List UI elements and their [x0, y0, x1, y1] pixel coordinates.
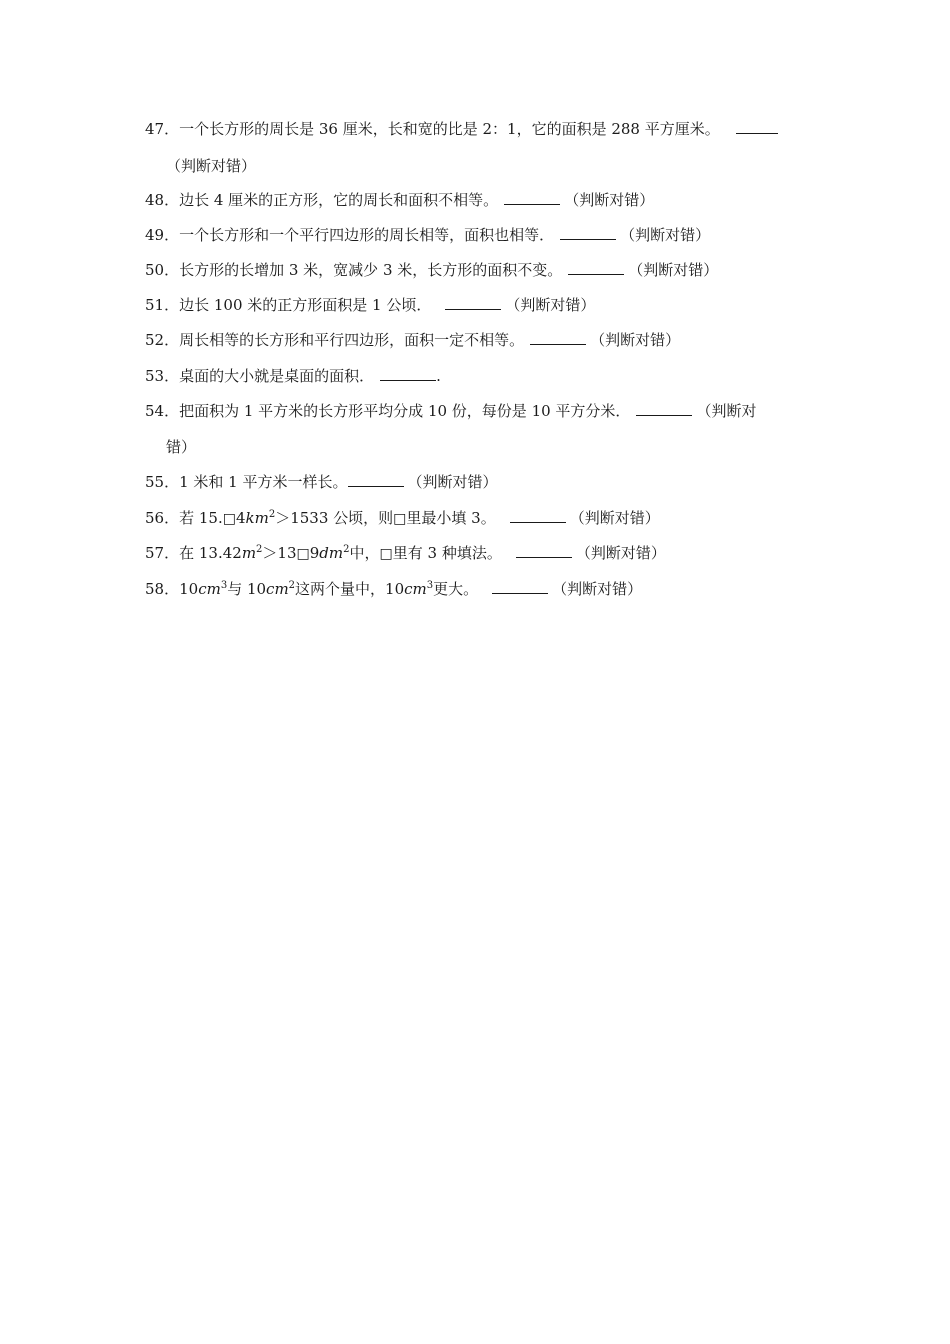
question-text-part: 9 — [309, 544, 320, 562]
answer-blank[interactable] — [568, 260, 624, 275]
question-53 — [145, 366, 441, 386]
question-55 — [145, 472, 498, 492]
question-54-suffix-continued: 错） — [166, 438, 197, 456]
question-56 — [145, 508, 660, 529]
empty-box-symbol: □ — [393, 511, 407, 527]
question-text-part: 10 — [179, 580, 199, 598]
answer-blank[interactable] — [504, 190, 560, 205]
question-suffix: （判断对错） — [552, 580, 643, 598]
question-text-part: 在 13.42 — [179, 544, 242, 562]
question-number: 56． — [145, 509, 180, 527]
unit-cm: cm — [266, 580, 289, 598]
question-text: 周长相等的长方形和平行四边形，面积一定不相等。 — [179, 331, 525, 349]
question-suffix: （判断对错） — [575, 544, 666, 562]
empty-box-symbol: □ — [296, 546, 310, 562]
unit-cm: cm — [198, 580, 221, 598]
answer-blank[interactable] — [380, 366, 436, 381]
question-number: 48． — [145, 191, 180, 209]
question-text-part: 里有 3 种填法。 — [392, 544, 502, 562]
unit-m: m — [241, 544, 257, 562]
question-54 — [145, 401, 756, 421]
empty-box-symbol: □ — [222, 511, 236, 527]
exponent: 2 — [256, 544, 263, 555]
question-text-part: ＞13 — [262, 544, 297, 562]
question-suffix: （判断对错） — [569, 509, 660, 527]
exponent: 2 — [268, 509, 276, 520]
question-number: 58． — [145, 580, 180, 598]
question-text-part: 里最小填 3。 — [406, 509, 496, 527]
question-text: 一个长方形的周长是 36 厘米，长和宽的比是 2：1，它的面积是 288 平方厘米。 — [179, 120, 720, 138]
answer-blank[interactable] — [510, 508, 566, 523]
question-text: 边长 100 米的正方形面积是 1 公顷． — [179, 296, 432, 314]
question-number: 51． — [145, 296, 180, 314]
question-number: 54． — [145, 402, 180, 420]
question-number: 49． — [145, 226, 180, 244]
question-suffix: （判断对 — [696, 402, 757, 420]
question-number: 55． — [145, 473, 180, 491]
unit-km: km — [245, 509, 269, 527]
answer-blank[interactable] — [736, 119, 778, 134]
answer-blank[interactable] — [516, 543, 572, 558]
question-text: 桌面的大小就是桌面的面积． — [179, 367, 375, 385]
question-suffix: （判断对错） — [505, 296, 596, 314]
question-text: 长方形的长增加 3 米，宽减少 3 米，长方形的面积不变。 — [179, 261, 563, 279]
question-number: 50． — [145, 261, 180, 279]
question-suffix: （判断对错） — [407, 473, 498, 491]
question-49 — [145, 225, 710, 245]
question-suffix: . — [436, 367, 441, 385]
question-text-part: 这两个量中，10 — [295, 580, 405, 598]
question-suffix: （判断对错） — [620, 226, 711, 244]
unit-dm: dm — [319, 544, 344, 562]
question-text: 边长 4 厘米的正方形，它的周长和面积不相等。 — [179, 191, 499, 209]
exponent: 2 — [343, 544, 350, 555]
question-text: 1 米和 1 平方米一样长。 — [179, 473, 348, 491]
question-suffix: （判断对错） — [564, 191, 655, 209]
question-suffix: （判断对错） — [590, 331, 681, 349]
answer-blank[interactable] — [445, 295, 501, 310]
answer-blank[interactable] — [560, 225, 616, 240]
exponent: 3 — [220, 580, 228, 591]
question-text: 把面积为 1 平方米的长方形平均分成 10 份，每份是 10 平方分米． — [179, 402, 631, 420]
question-52 — [145, 330, 680, 350]
unit-cm: cm — [404, 580, 427, 598]
question-48 — [145, 190, 654, 210]
question-57 — [145, 543, 666, 564]
question-text-part: 中， — [349, 544, 380, 562]
question-text-part: ＞1533 公顷，则 — [275, 509, 394, 527]
question-text-part: 与 10 — [227, 580, 267, 598]
question-51 — [145, 295, 595, 315]
question-58 — [145, 579, 642, 599]
question-47-suffix: （判断对错） — [166, 157, 257, 175]
question-text-part: 4 — [235, 509, 246, 527]
answer-blank[interactable] — [492, 579, 548, 594]
question-number: 52． — [145, 331, 180, 349]
exponent: 2 — [288, 580, 296, 591]
answer-blank[interactable] — [530, 330, 586, 345]
question-suffix: （判断对错） — [628, 261, 719, 279]
empty-box-symbol: □ — [379, 546, 393, 562]
answer-blank[interactable] — [636, 401, 692, 416]
question-number: 57． — [145, 544, 180, 562]
question-text: 一个长方形和一个平行四边形的周长相等，面积也相等． — [179, 226, 555, 244]
question-text-part: 更大。 — [433, 580, 479, 598]
question-number: 53． — [145, 367, 180, 385]
question-47 — [145, 119, 782, 139]
exponent: 3 — [426, 580, 434, 591]
question-50 — [145, 260, 718, 280]
question-text-part: 若 15. — [179, 509, 223, 527]
question-number: 47． — [145, 120, 180, 138]
answer-blank[interactable] — [348, 472, 404, 487]
